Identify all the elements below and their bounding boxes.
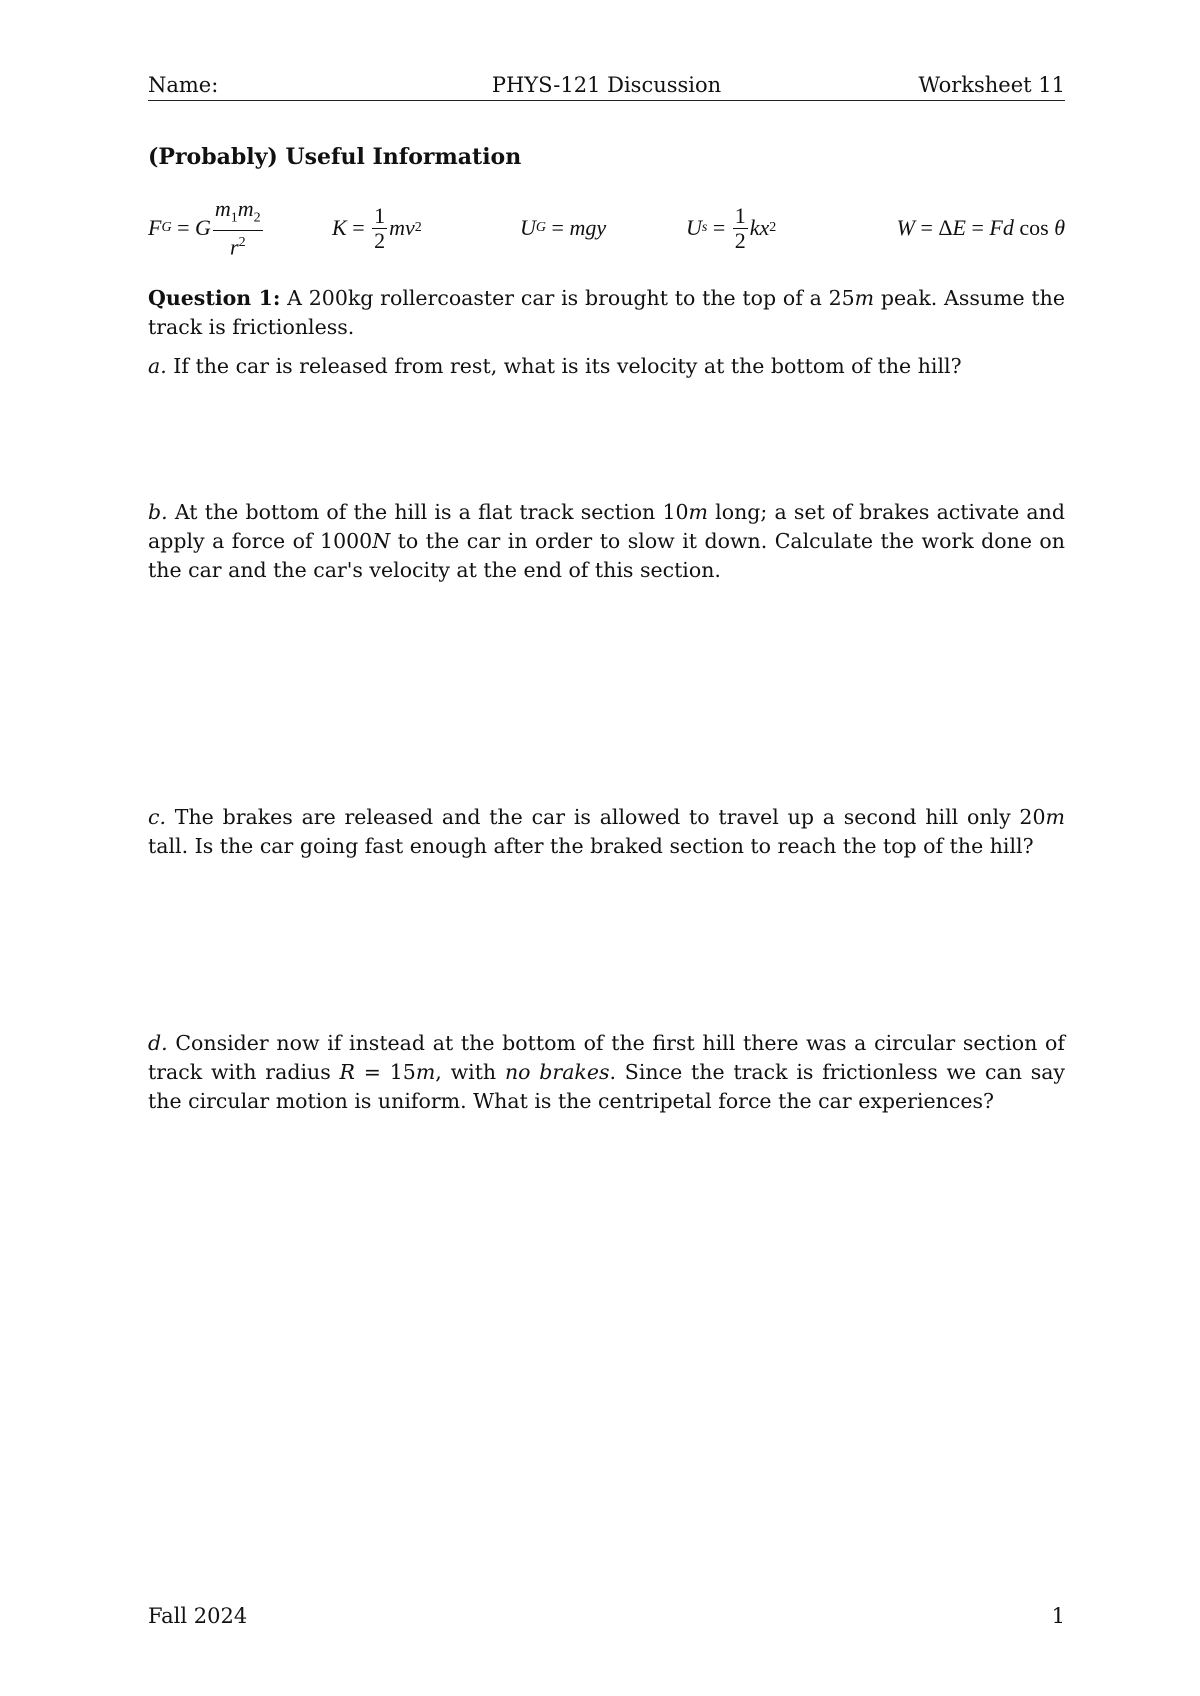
page-number: 1	[1051, 1604, 1065, 1628]
part-c-label: c.	[148, 805, 166, 829]
work-energy-formula: W = Δ E = Fd cos θ	[896, 215, 1065, 240]
worksheet-page	[148, 0, 1065, 1696]
question-1-intro: Question 1: A 200kg rollercoaster car is brought to the top of a 25m peak. Assume the track is frictionless.	[148, 286, 1066, 339]
formula-row	[148, 196, 1065, 260]
name-label: Name:	[148, 73, 219, 97]
page-header	[148, 70, 1065, 101]
question-1b: b. At the bottom of the hill is a flat track section 10m long; a set of brakes activate and apply a force of 1000N to the car in order to slow it down. Calculate the work done on the car and the car's velocity at the end of this section.	[148, 500, 1065, 582]
gravity-formula: F G = G $\frac{m_1m_2}{r^2}$	[148, 195, 261, 260]
question-1c: c. The brakes are released and the car is allowed to travel up a second hill only 20m tall. Is the car going fast enough after the braked section to reach the top of the hill?	[148, 805, 1065, 858]
question-1d: d. Consider now if instead at the bottom of the first hill there was a circular section of track with radius R = 15m, with no brakes. Since the track is frictionless we can say the circular motion is uniform. What is the centripetal force the car experiences?	[148, 1031, 1066, 1113]
question-1-label: Question 1:	[148, 286, 281, 310]
part-d-label: d.	[148, 1031, 168, 1055]
course-title: PHYS-121 Discussion	[491, 73, 722, 97]
part-a-label: a.	[148, 354, 167, 378]
worksheet-number: Worksheet 11	[918, 73, 1065, 97]
part-b-label: b.	[148, 500, 168, 524]
gravitational-potential-formula: U G = mgy	[520, 215, 607, 240]
semester-label: Fall 2024	[148, 1604, 248, 1628]
kinetic-energy-formula: K = $\frac{1}{2}$ mv 2	[332, 202, 422, 253]
spring-potential-formula: U s = $\frac{1}{2}$ kx 2	[686, 202, 777, 253]
useful-information-heading: (Probably) Useful Information	[148, 144, 522, 170]
question-1a: a. If the car is released from rest, what is its velocity at the bottom of the hill?	[148, 354, 962, 378]
page-footer	[148, 1604, 1065, 1628]
